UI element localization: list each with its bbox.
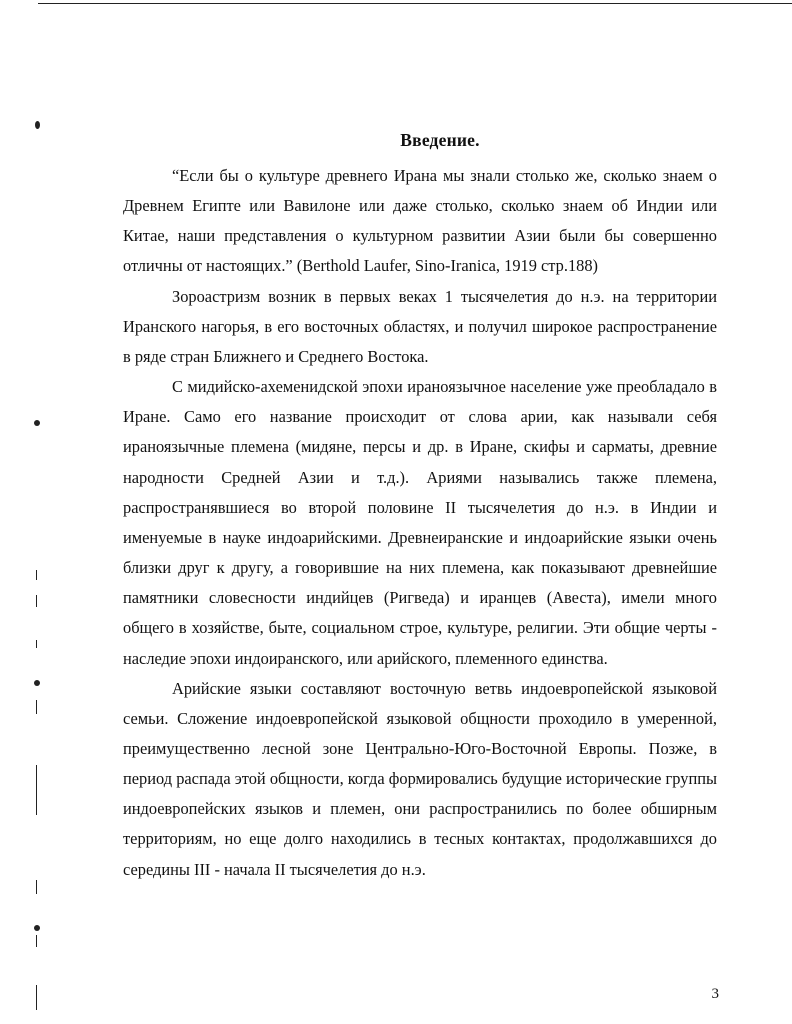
binding-hole-mark <box>34 925 40 931</box>
scan-edge-mark <box>36 765 37 815</box>
scan-edge-mark <box>36 985 37 1010</box>
binding-hole-mark <box>34 680 40 686</box>
scan-edge-mark <box>36 880 37 894</box>
page-title: Введение. <box>400 130 480 150</box>
page-top-border <box>38 3 792 4</box>
scan-edge-mark <box>36 595 37 607</box>
page-number: 3 <box>711 986 719 1002</box>
paragraph-epigraph: “Если бы о культуре древнего Ирана мы знали столько же, сколько знаем о Древнем Египте или Вавилоне или даже столько, сколько знаем об Индии или Китае, наши представления о культурном развитии Азии были бы совершенно отличны от настоящих.” (Berthold Laufer, Sino-Iranica, 1919 стр.188) <box>123 166 717 276</box>
paragraph-zoroastrianism-origin: Зороастризм возник в первых веках 1 тысячелетия до н.э. на территории Иранского нагорья, в его восточных областях, и получил широкое распространение в ряде стран Ближнего и Среднего Востока. <box>123 286 717 366</box>
scan-edge-mark <box>36 640 37 648</box>
scan-edge-mark <box>36 570 37 580</box>
binding-hole-mark <box>34 420 40 426</box>
scan-edge-mark <box>36 935 37 947</box>
paragraph-aryan-languages: Арийские языки составляют восточную ветвь индоевропейской языковой семьи. Сложение индоевропейской языковой общности проходило в умеренной, преимущественно лесной зоне Центрально-Юго-Восточной Европы. Позже, в период распада этой общности, когда формировались будущие исторические группы индоевропейских языков и племен, они распространились по более обширным территориям, но еще долго находились в тесных контактах, продолжавшихся до середины III - начала II тысячелетия до н.э. <box>123 678 717 879</box>
body-text <box>123 161 717 885</box>
binding-hole-mark <box>35 121 40 129</box>
paragraph-aryans: С мидийско-ахеменидской эпохи ираноязычное население уже преобладало в Иране. Само его название происходит от слова арии, как называли себя ираноязычные племена (мидяне, персы и др. в Иране, скифы и сарматы, древние народности Средней Азии и т.д.). Ариями назывались также племена, распространявшиеся во второй половине II тысячелетия до н.э. в Индии и именуемые в науке индоарийскими. Древнеиранские и индоарийские языки очень близки друг к другу, а говорившие на них племена, как показывают древнейшие памятники словесности индийцев (Ригведа) и иранцев (Авеста), имели много общего в хозяйстве, быте, социальном строе, культуре, религии. Эти общие черты - наследие эпохи индоиранского, или арийского, племенного единства. <box>123 377 717 668</box>
scan-edge-mark <box>36 700 37 714</box>
